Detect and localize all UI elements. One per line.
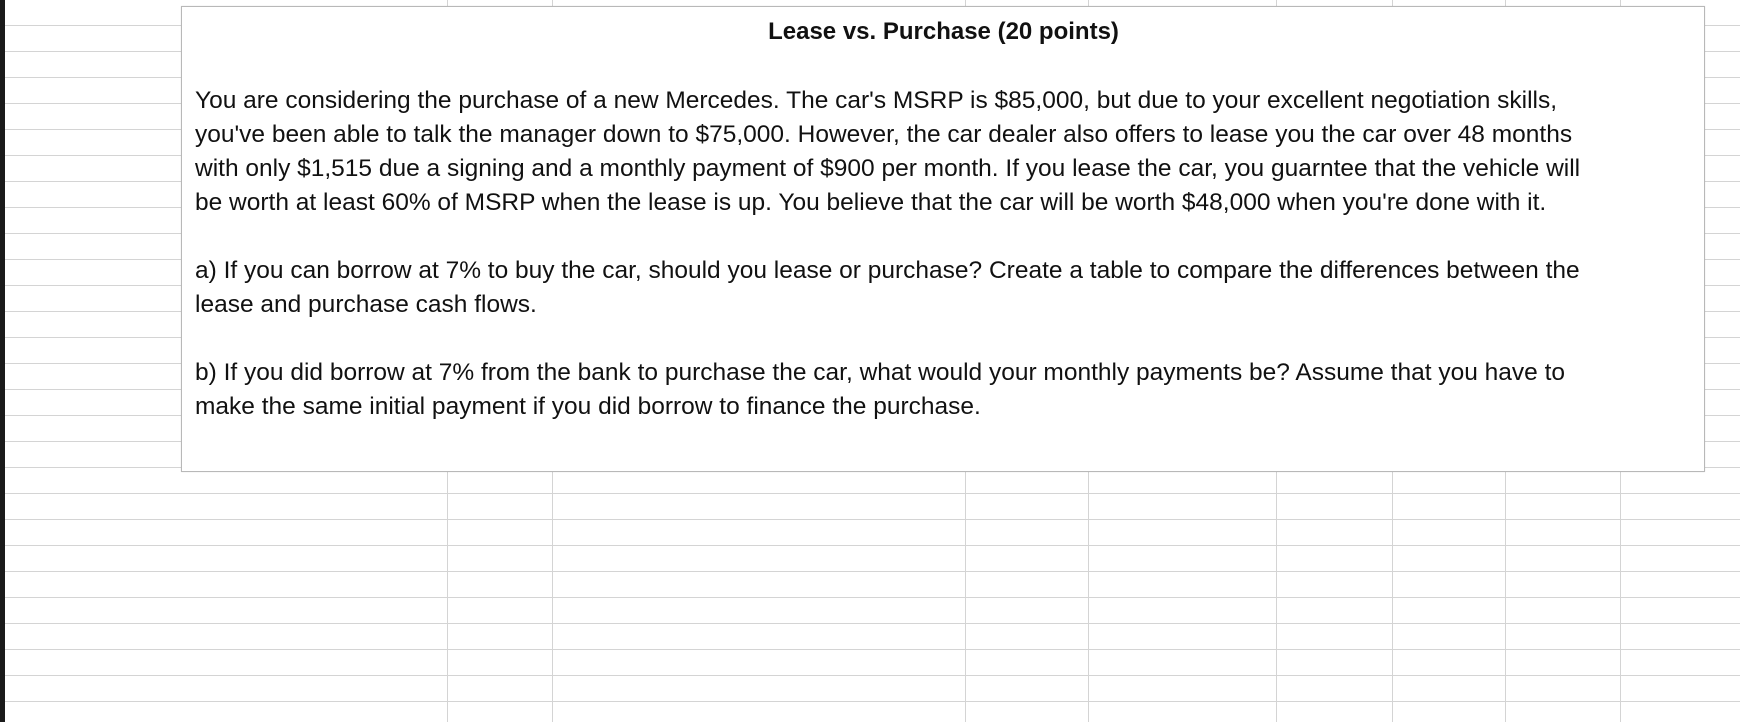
intro-line: be worth at least 60% of MSRP when the lease is up. You believe that the car will be worth $48,000 when you're done with it. (195, 189, 1547, 216)
question-a-paragraph (195, 254, 1692, 322)
intro-line: you've been able to talk the manager down to $75,000. However, the car dealer also offers to lease you the car over 48 months (195, 121, 1573, 148)
window-left-edge (0, 0, 5, 722)
intro-line: with only $1,515 due a signing and a monthly payment of $900 per month. If you lease the car, you guarntee that the vehicle will (195, 155, 1581, 182)
question-a-line: a) If you can borrow at 7% to buy the car, should you lease or purchase? Create a table to compare the differences between the (195, 257, 1580, 284)
question-b-line: b) If you did borrow at 7% from the bank to purchase the car, what would your monthly payments be? Assume that you have to (195, 359, 1566, 386)
question-a-line: lease and purchase cash flows. (195, 291, 537, 318)
problem-title-text: Lease vs. Purchase (20 points) (768, 18, 1119, 45)
problem-title (195, 16, 1692, 48)
problem-intro-paragraph (195, 84, 1692, 220)
question-b-paragraph (195, 356, 1692, 424)
problem-text-box[interactable] (181, 6, 1705, 472)
intro-line: You are considering the purchase of a new Mercedes. The car's MSRP is $85,000, but due to your excellent negotiation skills, (195, 87, 1558, 114)
question-b-line: make the same initial payment if you did borrow to finance the purchase. (195, 393, 981, 420)
